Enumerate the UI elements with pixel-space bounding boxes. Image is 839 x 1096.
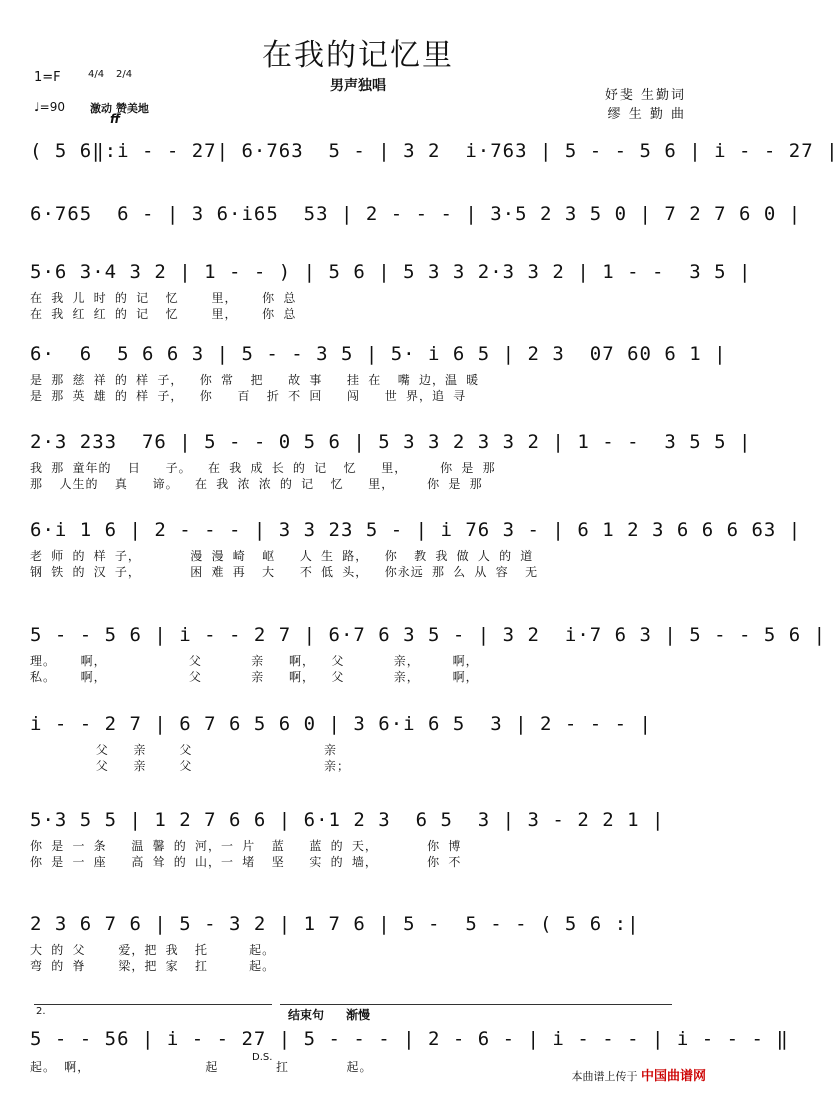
- lyric-verse-2: 你 是 一 座 高 耸 的 山，一 堵 坚 实 的 墙， 你 不: [30, 855, 462, 869]
- notes: i - - 2 7 | 6 7 6 5 6 0 | 3 6·i 6 5 3 | 2 - - - |: [30, 713, 652, 735]
- lyric-verse-1: 老 师 的 样 子， 漫 漫 崎 岖 人 生 路， 你 教 我 做 人 的 道: [30, 549, 534, 563]
- lyric-verse-1: 在 我 儿 时 的 记 忆 里， 你 总: [30, 291, 297, 305]
- meter-b: 2/4: [116, 69, 133, 80]
- footer: [571, 1065, 706, 1084]
- lyric-verse-1: 父 亲 父 亲: [30, 743, 337, 757]
- dynamic-mark: ff: [110, 112, 120, 126]
- lyric-verse-2: 那 人生的 真 谛。 在 我 浓 浓 的 记 忆 里， 你 是 那: [30, 477, 483, 491]
- expression-mark: 激动 赞美地: [90, 102, 149, 115]
- notes: 5·3 5 5 | 1 2 7 6 6 | 6·1 2 3 6 5 3 | 3 - 2 2 1 |: [30, 809, 665, 831]
- notes: ( 5 6‖:i - - 27| 6·763 5 - | 3 2 i·763 | 5 - - 5 6 | i - - 27 |: [30, 140, 839, 162]
- lyric-verse-2: 是 那 英 雄 的 样 子， 你 百 折 不 回 闯 世 界，追 寻: [30, 389, 467, 403]
- lyric-verse-2: 钢 铁 的 汉 子， 困 难 再 大 不 低 头， 你永远 那 么 从 容 无: [30, 565, 539, 579]
- notes: 5·6 3·4 3 2 | 1 - - ) | 5 6 | 5 3 3 2·3 3 2 | 1 - - 3 5 |: [30, 261, 752, 283]
- site-logo-text[interactable]: 中国曲谱网: [640, 1069, 706, 1084]
- page-title: 在我的记忆里: [262, 38, 454, 73]
- composer-credit: 缪 生 勤 曲: [607, 107, 686, 122]
- lyric-verse-2: 弯 的 脊 梁，把 家 扛 起。: [30, 959, 276, 973]
- notes: 2·3 233 76 | 5 - - 0 5 6 | 5 3 3 2 3 3 2 | 1 - - 3 5 5 |: [30, 431, 752, 453]
- notes: 2 3 6 7 6 | 5 - 3 2 | 1 7 6 | 5 - 5 - - ( 5 6 :|: [30, 913, 640, 935]
- notes: 5 - - 5 6 | i - - 2 7 | 6·7 6 3 5 - | 3 2 i·7 6 3 | 5 - - 5 6 |: [30, 624, 827, 646]
- lyric-verse-2: 在 我 红 红 的 记 忆 里， 你 总: [30, 307, 297, 321]
- tempo-mark: ♩=90: [34, 100, 65, 114]
- lyric-verse-2: 父 亲 父 亲；: [30, 759, 350, 773]
- coda-bracket: [280, 1004, 672, 1005]
- lyric-verse-1: 理。 啊， 父 亲 啊， 父 亲， 啊，: [30, 654, 479, 668]
- volta-bracket: [34, 1004, 272, 1005]
- upload-text: 本曲谱上传于: [571, 1070, 638, 1083]
- notes: 6·i 1 6 | 2 - - - | 3 3 23 5 - | i 76 3 - | 6 1 2 3 6 6 6 63 |: [30, 519, 802, 541]
- lyric-verse-1: 大 的 父 爱，把 我 托 起。: [30, 943, 276, 957]
- lyric-verse-1: 起。 啊， 起 扛 起。: [30, 1060, 373, 1074]
- lyric-verse-2: 私。 啊， 父 亲 啊， 父 亲， 啊，: [30, 670, 479, 684]
- notes: 6· 6 5 6 6 3 | 5 - - 3 5 | 5· i 6 5 | 2 3 07 60 6 1 |: [30, 343, 727, 365]
- subtitle: 男声独唱: [330, 78, 386, 94]
- lyric-verse-1: 是 那 慈 祥 的 样 子， 你 常 把 故 事 挂 在 嘴 边，温 暖: [30, 373, 480, 387]
- lyric-verse-1: 我 那 童年的 日 子。 在 我 成 长 的 记 忆 里， 你 是 那: [30, 461, 496, 475]
- key-signature: 1=F: [34, 70, 61, 85]
- lyricist-credit: 妤斐 生勤词: [604, 88, 686, 103]
- ending-2-mark: 2.: [36, 1006, 46, 1017]
- lyric-verse-1: 你 是 一 条 温 馨 的 河，一 片 蓝 蓝 的 天， 你 博: [30, 839, 462, 853]
- slow-down-mark: 渐慢: [346, 1008, 371, 1022]
- ending-phrase-label: 结束句: [288, 1008, 325, 1022]
- notes: 5 - - 56 | i - - 27 | 5 - - - | 2 - 6 - | i - - - | i - - - ‖: [30, 1028, 789, 1050]
- dal-segno-mark: D.S.: [252, 1052, 273, 1063]
- meter-a: 4/4: [88, 69, 105, 80]
- notes: 6·765 6 - | 3 6·i65 53 | 2 - - - | 3·5 2 3 5 0 | 7 2 7 6 0 |: [30, 203, 802, 225]
